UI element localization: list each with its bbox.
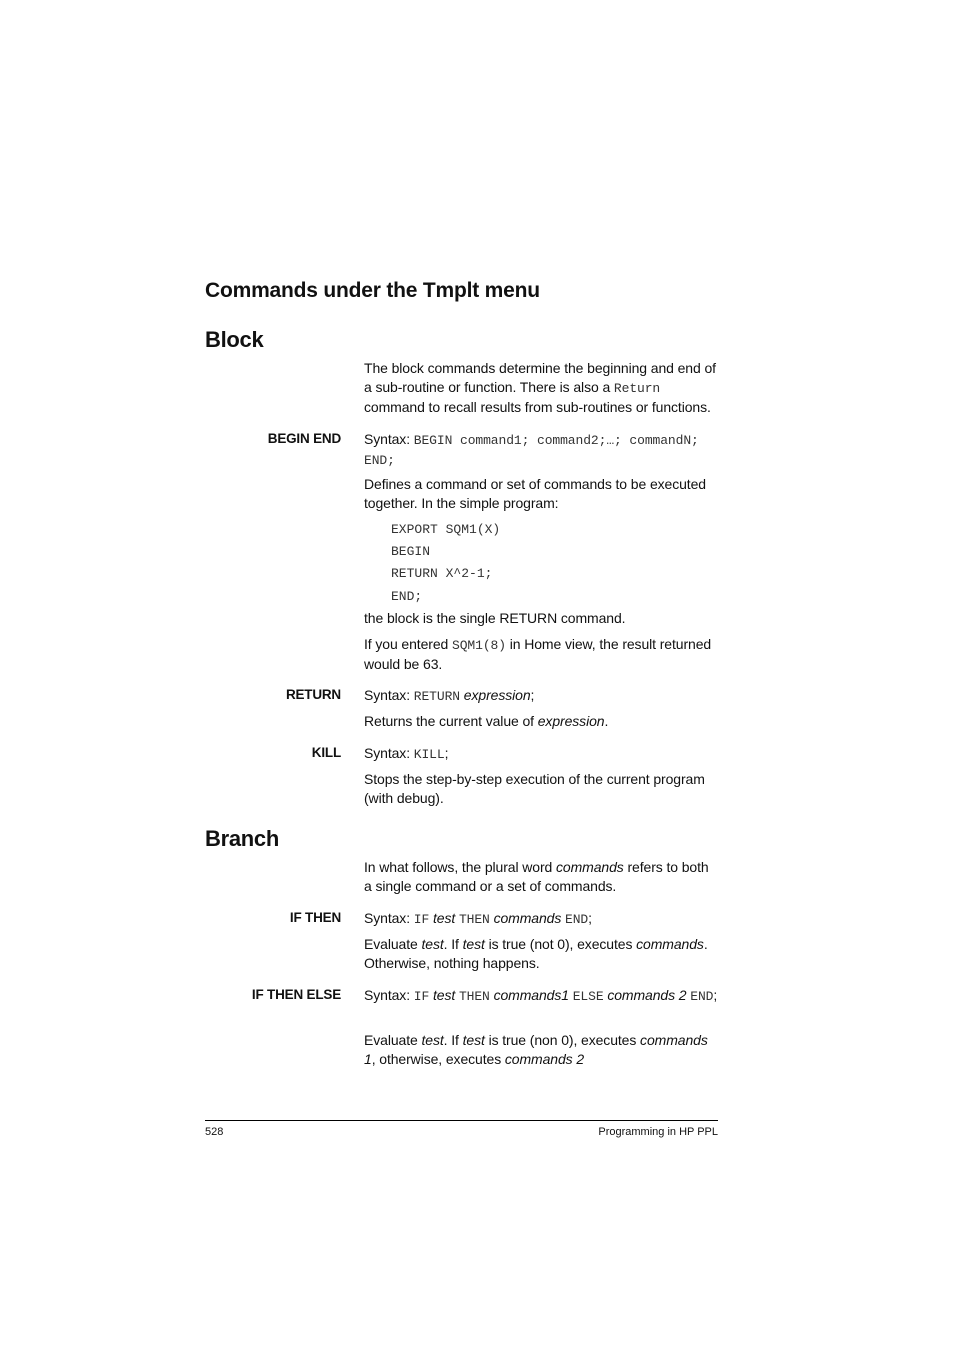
begin-end-desc: Defines a command or set of commands to be executed together. In the simple program:	[364, 476, 706, 511]
return-code: Return	[613, 381, 661, 396]
code-line: RETURN X^2-1;	[391, 566, 493, 581]
code-line: EXPORT SQM1(X)	[391, 522, 501, 537]
return-syntax: Syntax: RETURN expression;	[364, 687, 535, 704]
block-intro: The block commands determine the beginning and end of a sub-routine or function. There is also a Return command to recall results from sub-routines or functions.	[364, 360, 716, 415]
if-then-else-syntax: Syntax: IF test THEN commands1 ELSE commands 2 END;	[364, 987, 718, 1004]
section-heading-block: Block	[205, 327, 264, 352]
if-then-desc: Evaluate test. If test is true (not 0), executes commands. Otherwise, nothing happens.	[364, 936, 708, 971]
label-if-then-else: IF THEN ELSE	[251, 987, 341, 1002]
footer-rule	[205, 1120, 718, 1121]
label-begin-end: BEGIN END	[267, 431, 341, 446]
branch-intro: In what follows, the plural word commands refers to both a single command or a set of commands.	[364, 859, 709, 894]
kill-syntax: Syntax: KILL;	[364, 745, 449, 762]
kill-desc: Stops the step-by-step execution of the current program (with debug).	[364, 771, 705, 806]
begin-end-example: If you entered SQM1(8) in Home view, the result returned would be 63.	[364, 636, 712, 672]
begin-end-after-code: the block is the single RETURN command.	[364, 610, 626, 626]
if-then-else-desc: Evaluate test. If test is true (non 0), executes commands 1, otherwise, executes commands 2	[364, 1032, 708, 1067]
return-desc: Returns the current value of expression.	[364, 713, 609, 729]
label-kill: KILL	[311, 745, 341, 760]
if-then-syntax: Syntax: IF test THEN commands END;	[364, 910, 592, 927]
section-heading-branch: Branch	[205, 826, 279, 851]
footer-chapter: Programming in HP PPL	[598, 1126, 718, 1138]
label-return: RETURN	[285, 687, 341, 702]
code-line: END;	[391, 589, 423, 604]
code-line: BEGIN	[391, 544, 431, 559]
page-number: 528	[205, 1126, 224, 1138]
begin-end-syntax: Syntax: BEGIN command1; command2;…; commandN; END;	[364, 431, 699, 468]
label-if-then: IF THEN	[289, 910, 341, 925]
page-heading: Commands under the Tmplt menu	[205, 279, 540, 302]
